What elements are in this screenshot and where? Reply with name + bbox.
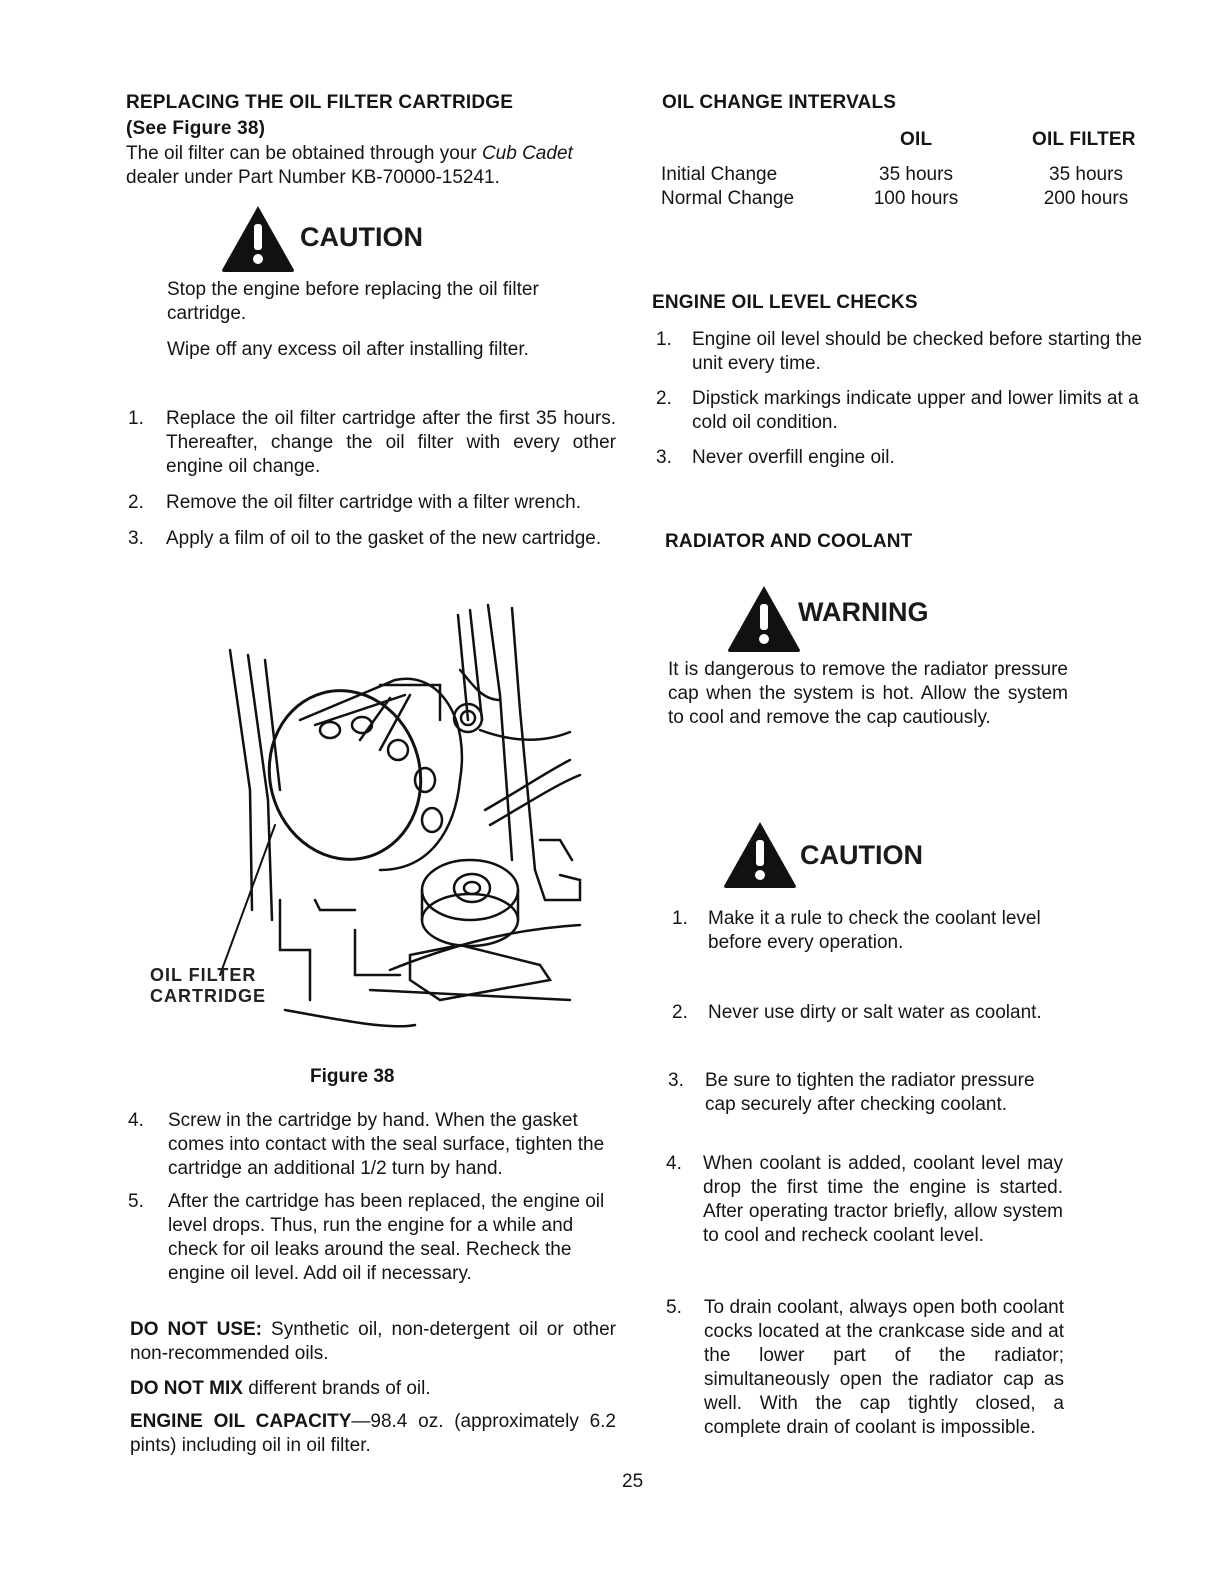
list-item — [666, 1296, 1066, 1466]
note-text: —98.4 oz. (approximately 6.2 pints) including oil in oil filter. — [130, 1411, 616, 1456]
list-number: 1. — [656, 329, 672, 350]
list-item — [128, 1190, 618, 1290]
list-item — [128, 527, 618, 577]
list-item — [656, 387, 1146, 437]
note-text: different brands of oil. — [242, 1378, 431, 1399]
list-item — [128, 491, 618, 517]
warning-symbol — [726, 584, 1026, 654]
list-number: 3. — [128, 528, 144, 549]
intervals-cell: 200 hours — [1043, 188, 1129, 209]
oil-filter-heading: REPLACING THE OIL FILTER CARTRIDGE — [126, 92, 514, 113]
oil-filter-intro — [126, 142, 616, 190]
list-number: 5. — [666, 1297, 682, 1318]
intro-part-number: dealer under Part Number KB-70000-15241. — [126, 167, 500, 188]
list-number: 2. — [672, 1002, 688, 1023]
warning-triangle-icon — [722, 820, 798, 890]
note-label: DO NOT MIX — [130, 1378, 243, 1399]
list-text: Dipstick markings indicate upper and lower limits at a cold oil condition. — [692, 388, 1139, 433]
list-item — [656, 328, 1146, 378]
intervals-col-filter: OIL FILTER — [1032, 129, 1136, 150]
figure-label — [150, 965, 266, 1007]
figure-label-line: OIL FILTER — [150, 965, 257, 985]
list-text: Apply a film of oil to the gasket of the new cartridge. — [166, 528, 602, 549]
oil-filter-subheading: (See Figure 38) — [126, 118, 266, 139]
level-checks-heading: ENGINE OIL LEVEL CHECKS — [652, 292, 918, 313]
list-item — [656, 446, 1146, 472]
intervals-cell: 100 hours — [873, 188, 959, 209]
intervals-cell: 35 hours — [879, 164, 953, 185]
list-text: When coolant is added, coolant level may drop the first time the engine is started. After operating tractor briefly, allow system to cool and recheck coolant level. — [703, 1153, 1063, 1246]
caution-symbol — [220, 204, 520, 274]
caution-text-2: Wipe off any excess oil after installing filter. — [167, 339, 529, 360]
note-label: ENGINE OIL CAPACITY — [130, 1411, 352, 1432]
list-text: Screw in the cartridge by hand. When the gasket comes into contact with the seal surface, tighten the cartridge an additional 1/2 turn by hand. — [168, 1110, 605, 1179]
figure-label-line: CARTRIDGE — [150, 986, 266, 1006]
warning-triangle-icon — [220, 204, 296, 274]
list-text: Engine oil level should be checked before starting the unit every time. — [692, 329, 1142, 374]
warning-word: WARNING — [798, 597, 929, 627]
list-text: Make it a rule to check the coolant level before every operation. — [708, 908, 1041, 953]
list-number: 1. — [128, 408, 144, 429]
caution-word: CAUTION — [300, 222, 423, 252]
page-number: 25 — [622, 1471, 644, 1492]
list-text: Never overfill engine oil. — [692, 447, 895, 468]
list-item — [666, 1152, 1066, 1277]
intervals-cell: 35 hours — [1049, 164, 1123, 185]
list-number: 1. — [672, 908, 688, 929]
list-text: After the cartridge has been replaced, the engine oil level drops. Thus, run the engine for a while and check for oil leaks around the seal. Recheck the engine oil level. Add oil if necessary. — [168, 1191, 605, 1284]
note-text: Synthetic oil, non-detergent oil or other non-recommended oils. — [130, 1319, 617, 1364]
intervals-heading: OIL CHANGE INTERVALS — [662, 92, 897, 113]
engine-oil-capacity-note — [130, 1410, 616, 1458]
intervals-row-label: Normal Change — [661, 188, 795, 209]
list-number: 4. — [666, 1153, 682, 1174]
list-text: To drain coolant, always open both coolant cocks located at the crankcase side and at the lower part of the radiator; simultaneously open the radiator cap as well. With the cap tightly closed, a complete drain of coolant is impossible. — [704, 1297, 1064, 1438]
brand-name: Cub Cadet — [481, 143, 573, 164]
list-text: Never use dirty or salt water as coolant. — [708, 1002, 1042, 1023]
list-text: Remove the oil filter cartridge with a filter wrench. — [166, 492, 581, 513]
list-number: 2. — [128, 492, 144, 513]
do-not-use-note — [130, 1318, 616, 1366]
warning-text: It is dangerous to remove the radiator pressure cap when the system is hot. Allow the system to cool and remove the cap cautiously. — [668, 659, 1068, 728]
list-number: 2. — [656, 388, 672, 409]
caution-text-1: Stop the engine before replacing the oil filter cartridge. — [167, 279, 539, 324]
caution-word: CAUTION — [800, 840, 923, 870]
list-number: 3. — [668, 1070, 684, 1091]
list-item — [128, 407, 618, 482]
intro-text: The oil filter can be obtained through your — [126, 143, 482, 164]
list-item — [128, 1109, 618, 1184]
caution-symbol — [722, 820, 1022, 890]
list-text: Be sure to tighten the radiator pressure cap securely after checking coolant. — [705, 1070, 1035, 1115]
radiator-heading: RADIATOR AND COOLANT — [665, 531, 913, 552]
list-text: Replace the oil filter cartridge after the first 35 hours. Thereafter, change the oil filter with every other engine oil change. — [166, 408, 616, 477]
warning-triangle-icon — [726, 584, 802, 654]
figure-caption: Figure 38 — [310, 1066, 395, 1087]
list-number: 4. — [128, 1110, 144, 1131]
list-item — [672, 907, 1072, 957]
list-number: 5. — [128, 1191, 144, 1212]
note-label: DO NOT USE: — [130, 1319, 263, 1340]
intervals-col-oil: OIL — [900, 129, 933, 150]
list-item — [668, 1069, 1068, 1119]
intervals-row-label: Initial Change — [661, 164, 778, 185]
do-not-mix-note — [130, 1377, 616, 1401]
list-item — [672, 1001, 1072, 1027]
list-number: 3. — [656, 447, 672, 468]
